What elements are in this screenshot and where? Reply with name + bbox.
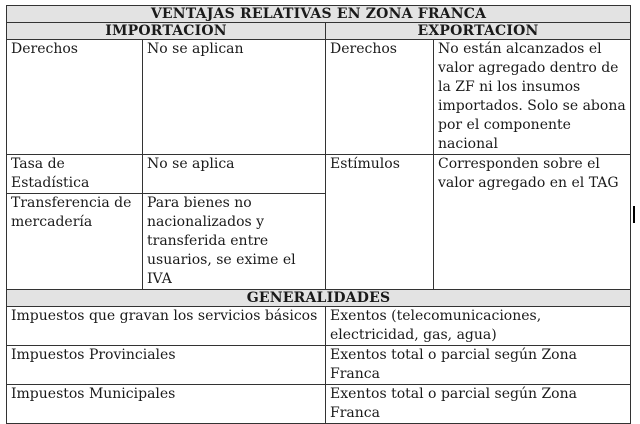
table-title: VENTAJAS RELATIVAS EN ZONA FRANCA [7,6,631,23]
importacion-header: IMPORTACION [7,23,326,40]
gen-value-servicios: Exentos (telecomunicaciones, electricidad, gas, agua) [326,307,631,346]
import-value-transferencia: Para bienes no nacionalizados y transferida entre usuarios, se exime el IVA [143,194,326,290]
import-value-tasa: No se aplica [143,155,326,194]
gen-label-provinciales: Impuestos Provinciales [7,346,326,385]
gen-label-servicios: Impuestos que gravan los servicios básicos [7,307,326,346]
export-value-estimulos: Corresponden sobre el valor agregado en el TAG [434,155,631,290]
gen-value-provinciales: Exentos total o parcial según Zona Franca [326,346,631,385]
ventajas-table [6,5,631,424]
exportacion-header: EXPORTACION [326,23,631,40]
import-label-derechos: Derechos [7,40,143,155]
export-label-estimulos: Estímulos [326,155,434,290]
ventajas-table-container [6,5,630,424]
generalidades-header: GENERALIDADES [7,290,631,307]
gen-label-municipales: Impuestos Municipales [7,385,326,424]
text-cursor [633,206,635,223]
export-label-derechos: Derechos [326,40,434,155]
import-label-transferencia: Transferencia de mercadería [7,194,143,290]
import-label-tasa: Tasa de Estadística [7,155,143,194]
export-value-derechos: No están alcanzados el valor agregado dentro de la ZF ni los insumos importados. Solo se abona por el componente nacional [434,40,631,155]
import-value-derechos: No se aplican [143,40,326,155]
gen-value-municipales: Exentos total o parcial según Zona Franca [326,385,631,424]
